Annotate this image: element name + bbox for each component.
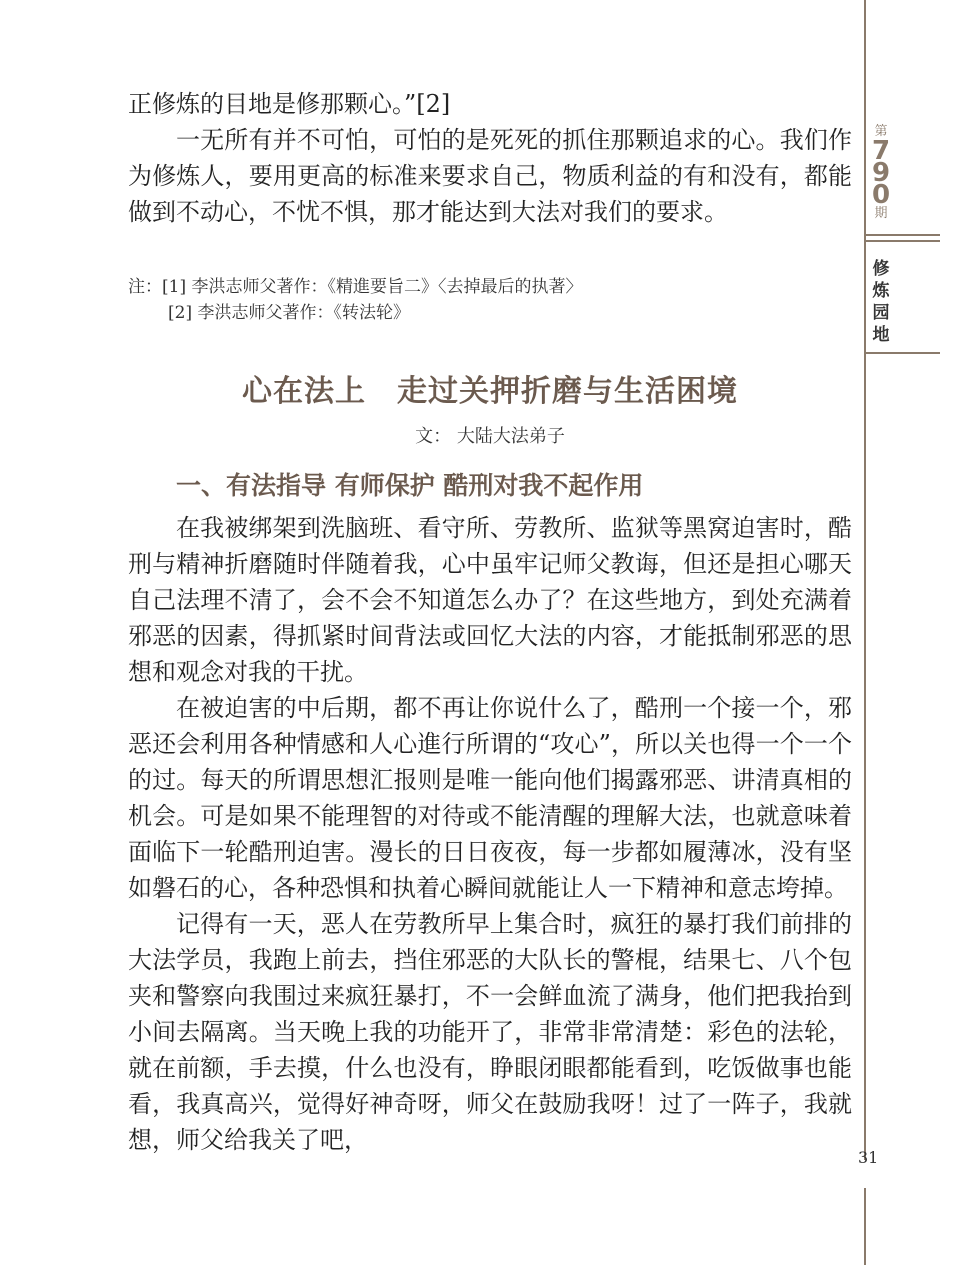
paragraph: 在被迫害的中后期，都不再让你说什么了，酷刑一个接一个，邪恶还会利用各种情感和人心進行所谓的“攻心”，所以关也得一个一个的过。每天的所谓思想汇报则是唯一能向他们揭露邪恶、讲清真相的机会。可是如果不能理智的对待或不能清醒的理解大法，也就意味着面临下一轮酷刑迫害。漫长的日日夜夜，每一步都如履薄冰，没有坚如磐石的心，各种恐惧和执着心瞬间就能让人一下精神和意志垮掉。 [128, 694, 852, 902]
issue-suffix: 期 [874, 206, 888, 221]
margin-divider [866, 234, 940, 236]
footnote: 注：[1] 李洪志师父著作：《精進要旨二》〈去掉最后的执著〉 [128, 277, 583, 297]
section-heading: 一、有法指导 有师保护 酷刑对我不起作用 [176, 471, 644, 500]
margin-rule-bottom [864, 1188, 866, 1265]
article-title: 心在法上 走过关押折磨与生活困境 [242, 374, 738, 409]
issue-number-block [870, 124, 892, 222]
issue-prefix: 第 [874, 124, 888, 139]
margin-rule [864, 0, 866, 1160]
margin-divider [866, 240, 940, 242]
paragraph: 在我被绑架到洗脑班、看守所、劳教所、监狱等黑窝迫害时，酷刑与精神折磨随时伴随着我，心中虽牢记师父教诲，但还是担心哪天自己法理不清了，会不会不知道怎么办了？在这些地方，到处充满着邪恶的因素，得抓紧时间背法或回忆大法的内容，才能抵制邪恶的思想和观念对我的干扰。 [128, 514, 852, 686]
article-body [128, 510, 852, 1158]
section-label-char: 园 [872, 303, 890, 323]
margin-divider [866, 352, 940, 354]
footnote: [2] 李洪志师父著作：《转法轮》 [168, 303, 410, 323]
previous-article-tail [128, 86, 852, 230]
section-label-char: 修 [872, 259, 890, 279]
paragraph: 记得有一天，恶人在劳教所早上集合时，疯狂的暴打我们前排的大法学员，我跑上前去，挡住邪恶的大队长的警棍，结果七、八个包夹和警察向我围过来疯狂暴打，不一会鲜血流了满身，他们把我抬到小间去隔离。当天晚上我的功能开了，非常非常清楚：彩色的法轮，就在前额，手去摸，什么也没有，睁眼闭眼都能看到，吃饭做事也能看，我真高兴，觉得好神奇呀，师父在鼓励我呀！过了一阵子，我就想，师父给我关了吧， [128, 910, 852, 1154]
section-label-char: 炼 [872, 281, 890, 301]
page-number: 31 [858, 1148, 879, 1167]
paragraph: 一无所有并不可怕，可怕的是死死的抓住那颗追求的心。我们作为修炼人，要用更高的标准来要求自己，物质利益的有和没有，都能做到不动心，不忧不惧，那才能达到大法对我们的要求。 [128, 126, 852, 226]
article-author: 文： 大陆大法弟子 [415, 426, 565, 447]
issue-number: 790 [871, 136, 891, 210]
paragraph: 正修炼的目地是修那颗心。”[2] [128, 90, 451, 118]
footnotes [128, 274, 582, 326]
section-label-char: 地 [872, 325, 890, 345]
section-label [868, 258, 894, 346]
